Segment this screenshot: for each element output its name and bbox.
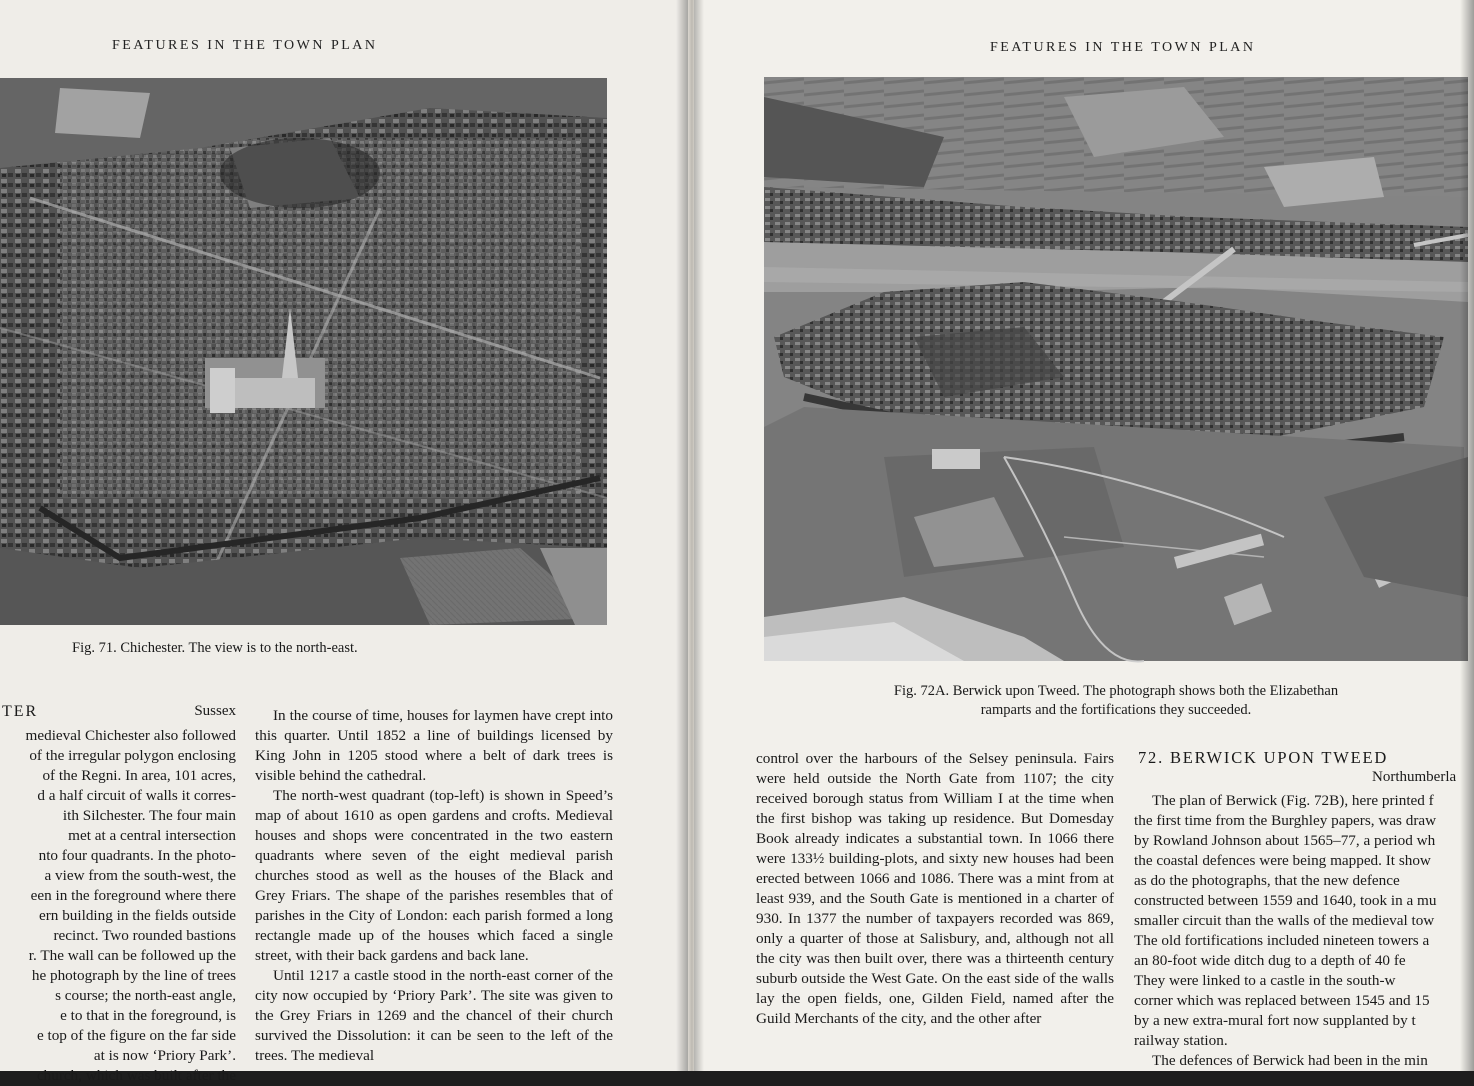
paragraph: In the course of time, houses for laymen have crept into this quarter. Until 1852 a line of buildings licensed by King John in 1205 stood where a belt of dark trees is visible behind the cathedral.: [255, 707, 613, 784]
col1-line: ith Silchester. The four main: [62, 807, 236, 824]
text-column-right-1: [756, 749, 1114, 1071]
col2-line: an 80-foot wide ditch dug to a depth of 40 fe: [1134, 952, 1406, 969]
col1-line: e to that in the foreground, is: [60, 1007, 236, 1024]
col2-line: The old fortifications included nineteen towers a: [1134, 932, 1430, 949]
right-page: [694, 0, 1474, 1071]
section-heading-chichester: [0, 703, 236, 725]
col1-line: of the Regni. In area, 101 acres,: [42, 767, 236, 784]
text-column-right-2: [1134, 791, 1474, 1071]
col1-line: he photograph by the line of trees: [31, 967, 236, 984]
chichester-aerial-photo: [0, 78, 607, 625]
paragraph: The north-west quadrant (top-left) is shown in Speed’s map of about 1610 as open gardens and crofts. Medieval houses and shops were concentrated in the two eastern quadrants where seven of the eight medieval parish churches stood as well as the houses of the Black and Grey Friars. The shape of the parishes resembles that of parishes in the City of London: each parish formed a long rectangle made up of the houses which faced a single street, with their back gardens and back lane.: [255, 787, 613, 964]
col2-line: constructed between 1559 and 1640, took in a mu: [1134, 892, 1437, 909]
section-county: Northumberla: [1372, 769, 1457, 785]
caption-line: ramparts and the fortifications they succeeded.: [980, 702, 1252, 718]
paragraph: Until 1217 a castle stood in the north-east corner of the city now occupied by ‘Priory Park’. The site was given to the Grey Friars in 1269 and the chancel of their church survived the Dissolution: it can be seen to the left of the trees. The medieval: [255, 967, 613, 1064]
col2-line: as do the photographs, that the new defence: [1134, 872, 1400, 889]
col1-line: medieval Chichester also followed: [25, 727, 236, 744]
page-fold-shadow: [694, 0, 704, 1071]
berwick-aerial-photo: [764, 77, 1468, 661]
running-head-left: FEATURES IN THE TOWN PLAN: [112, 38, 378, 53]
col2-line: the first time from the Burghley papers, was draw: [1134, 812, 1437, 829]
section-title: TER: [2, 703, 39, 720]
page-edge-shadow: [1460, 0, 1474, 1071]
col2-line: by Rowland Johnson about 1565–77, a period wh: [1134, 832, 1436, 849]
section-heading-berwick: [1138, 748, 1474, 792]
col1-line: s course; the north-east angle,: [55, 987, 236, 1004]
col1-line: e top of the figure on the far side: [36, 1027, 236, 1044]
col1-line: at is now ‘Priory Park’.: [93, 1047, 236, 1064]
col1-line: recinct. Two rounded bastions: [53, 927, 236, 944]
paragraph: control over the harbours of the Selsey peninsula. Fairs were held outside the North Gate from 1107; the city received borough status from William I at the time when the first bishop was taking up residence. But Domesday Book already indicates a substantial town. In 1066 there were 133½ building-plots, and sixty new houses had been erected between 1066 and 1086. There was a mint from at least 939, and the South Gate is mentioned in a charter of 930. In 1377 the number of taxpayers recorded was 869, only a quarter of those at Salisbury, and, although not all the city was then built over, there was a thirteenth century suburb outside the West Gate. On the east side of the walls lay the open fields, one, Gilden Field, named after the Guild Merchants of the city, and the other after: [756, 750, 1114, 1027]
col2-line: railway station.: [1134, 1032, 1228, 1049]
text-column-left-1: [0, 726, 236, 1084]
col2-line: They were linked to a castle in the south-w: [1134, 972, 1396, 989]
figure-71-caption: Fig. 71. Chichester. The view is to the north-east.: [72, 640, 358, 656]
section-county: Sussex: [194, 703, 236, 719]
col2-line: The plan of Berwick (Fig. 72B), here printed f: [1152, 792, 1434, 809]
col1-line: r. The wall can be followed up the: [28, 947, 236, 964]
col1-line: met at a central intersection: [68, 827, 236, 844]
col1-line: a view from the south-west, the: [44, 867, 236, 884]
col1-line: of the irregular polygon enclosing: [29, 747, 236, 764]
section-title: 72. BERWICK UPON TWEED: [1138, 748, 1389, 767]
left-page: [0, 0, 690, 1084]
col2-line: The defences of Berwick had been in the min: [1152, 1052, 1428, 1069]
figure-72a-caption: [764, 682, 1468, 720]
col2-line: the coastal defences were being mapped. It show: [1134, 852, 1431, 869]
caption-line: Fig. 72A. Berwick upon Tweed. The photograph shows both the Elizabethan: [893, 683, 1339, 699]
col1-line: nto four quadrants. In the photo-: [38, 847, 236, 864]
col1-line: ern building in the fields outside: [39, 907, 236, 924]
col2-line: corner which was replaced between 1545 and 15: [1134, 992, 1430, 1009]
col1-line: een in the foreground where there: [30, 887, 236, 904]
text-column-left-2: [255, 706, 613, 1071]
col2-line: smaller circuit than the walls of the medieval tow: [1134, 912, 1435, 929]
running-head-right: FEATURES IN THE TOWN PLAN: [990, 40, 1256, 55]
col2-line: by a new extra-mural fort now supplanted by t: [1134, 1012, 1416, 1029]
col1-line: church, which was built after the: [36, 1067, 236, 1084]
col1-line: d a half circuit of walls it corres-: [37, 787, 236, 804]
